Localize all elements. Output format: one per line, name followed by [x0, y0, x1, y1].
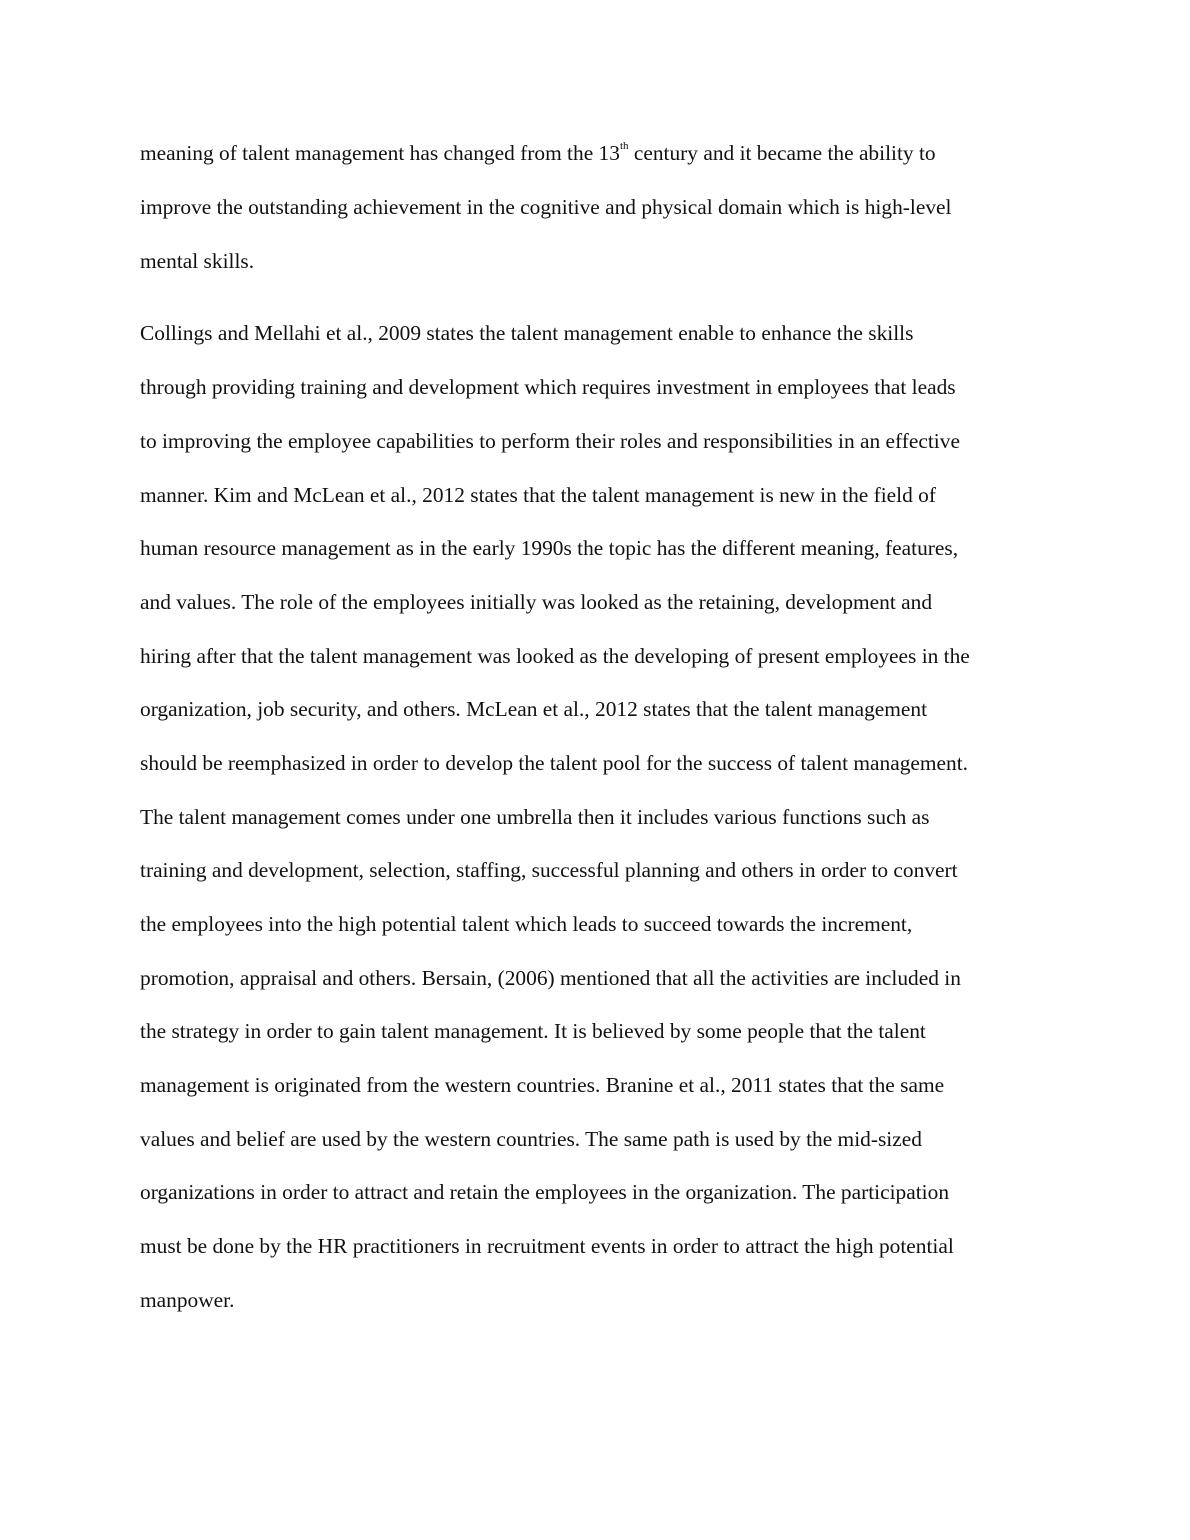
paragraph-1-line-1 [140, 140, 936, 165]
line-text-before-superscript: meaning of talent management has changed from the 13 [140, 141, 620, 165]
paragraph-2-line: the employees into the high potential talent which leads to succeed towards the increment, [140, 912, 913, 936]
paragraph-2-line: organization, job security, and others. McLean et al., 2012 states that the talent management [140, 697, 928, 721]
paragraph-2-line: management is originated from the western countries. Branine et al., 2011 states that the same [140, 1073, 945, 1097]
line-text-after-superscript: century and it became the ability to [628, 141, 936, 165]
paragraph-2-line: values and belief are used by the western countries. The same path is used by the mid-sized [140, 1127, 922, 1151]
paragraph-2-line: to improving the employee capabilities to perform their roles and responsibilities in an effective [140, 429, 960, 453]
paragraph-2-line: training and development, selection, staffing, successful planning and others in order to convert [140, 858, 958, 882]
paragraph-2-line: human resource management as in the early 1990s the topic has the different meaning, features, [140, 536, 959, 560]
paragraph-2-line: manpower. [140, 1288, 235, 1312]
paragraph-2-line: organizations in order to attract and retain the employees in the organization. The participation [140, 1180, 950, 1204]
paragraph-2-line: hiring after that the talent management was looked as the developing of present employees in the [140, 644, 970, 668]
paragraph-1-line-3: mental skills. [140, 249, 255, 273]
paragraph-2-line: should be reemphasized in order to develop the talent pool for the success of talent management. [140, 751, 969, 775]
paragraph-2-line: and values. The role of the employees initially was looked as the retaining, development and [140, 590, 933, 614]
paragraph-2-line: promotion, appraisal and others. Bersain, (2006) mentioned that all the activities are included in [140, 966, 961, 990]
paragraph-1-line-2: improve the outstanding achievement in the cognitive and physical domain which is high-level [140, 195, 952, 219]
paragraph-2-line: Collings and Mellahi et al., 2009 states the talent management enable to enhance the skills [140, 321, 914, 345]
paragraph-2-line: the strategy in order to gain talent management. It is believed by some people that the talent [140, 1019, 926, 1043]
paragraph-2-line: through providing training and development which requires investment in employees that leads [140, 375, 956, 399]
superscript-ordinal: th [619, 140, 629, 152]
paragraph-2-line: manner. Kim and McLean et al., 2012 states that the talent management is new in the field of [140, 483, 936, 507]
paragraph-2-line: The talent management comes under one umbrella then it includes various functions such as [140, 805, 930, 829]
paragraph-2-line: must be done by the HR practitioners in recruitment events in order to attract the high potential [140, 1234, 954, 1258]
